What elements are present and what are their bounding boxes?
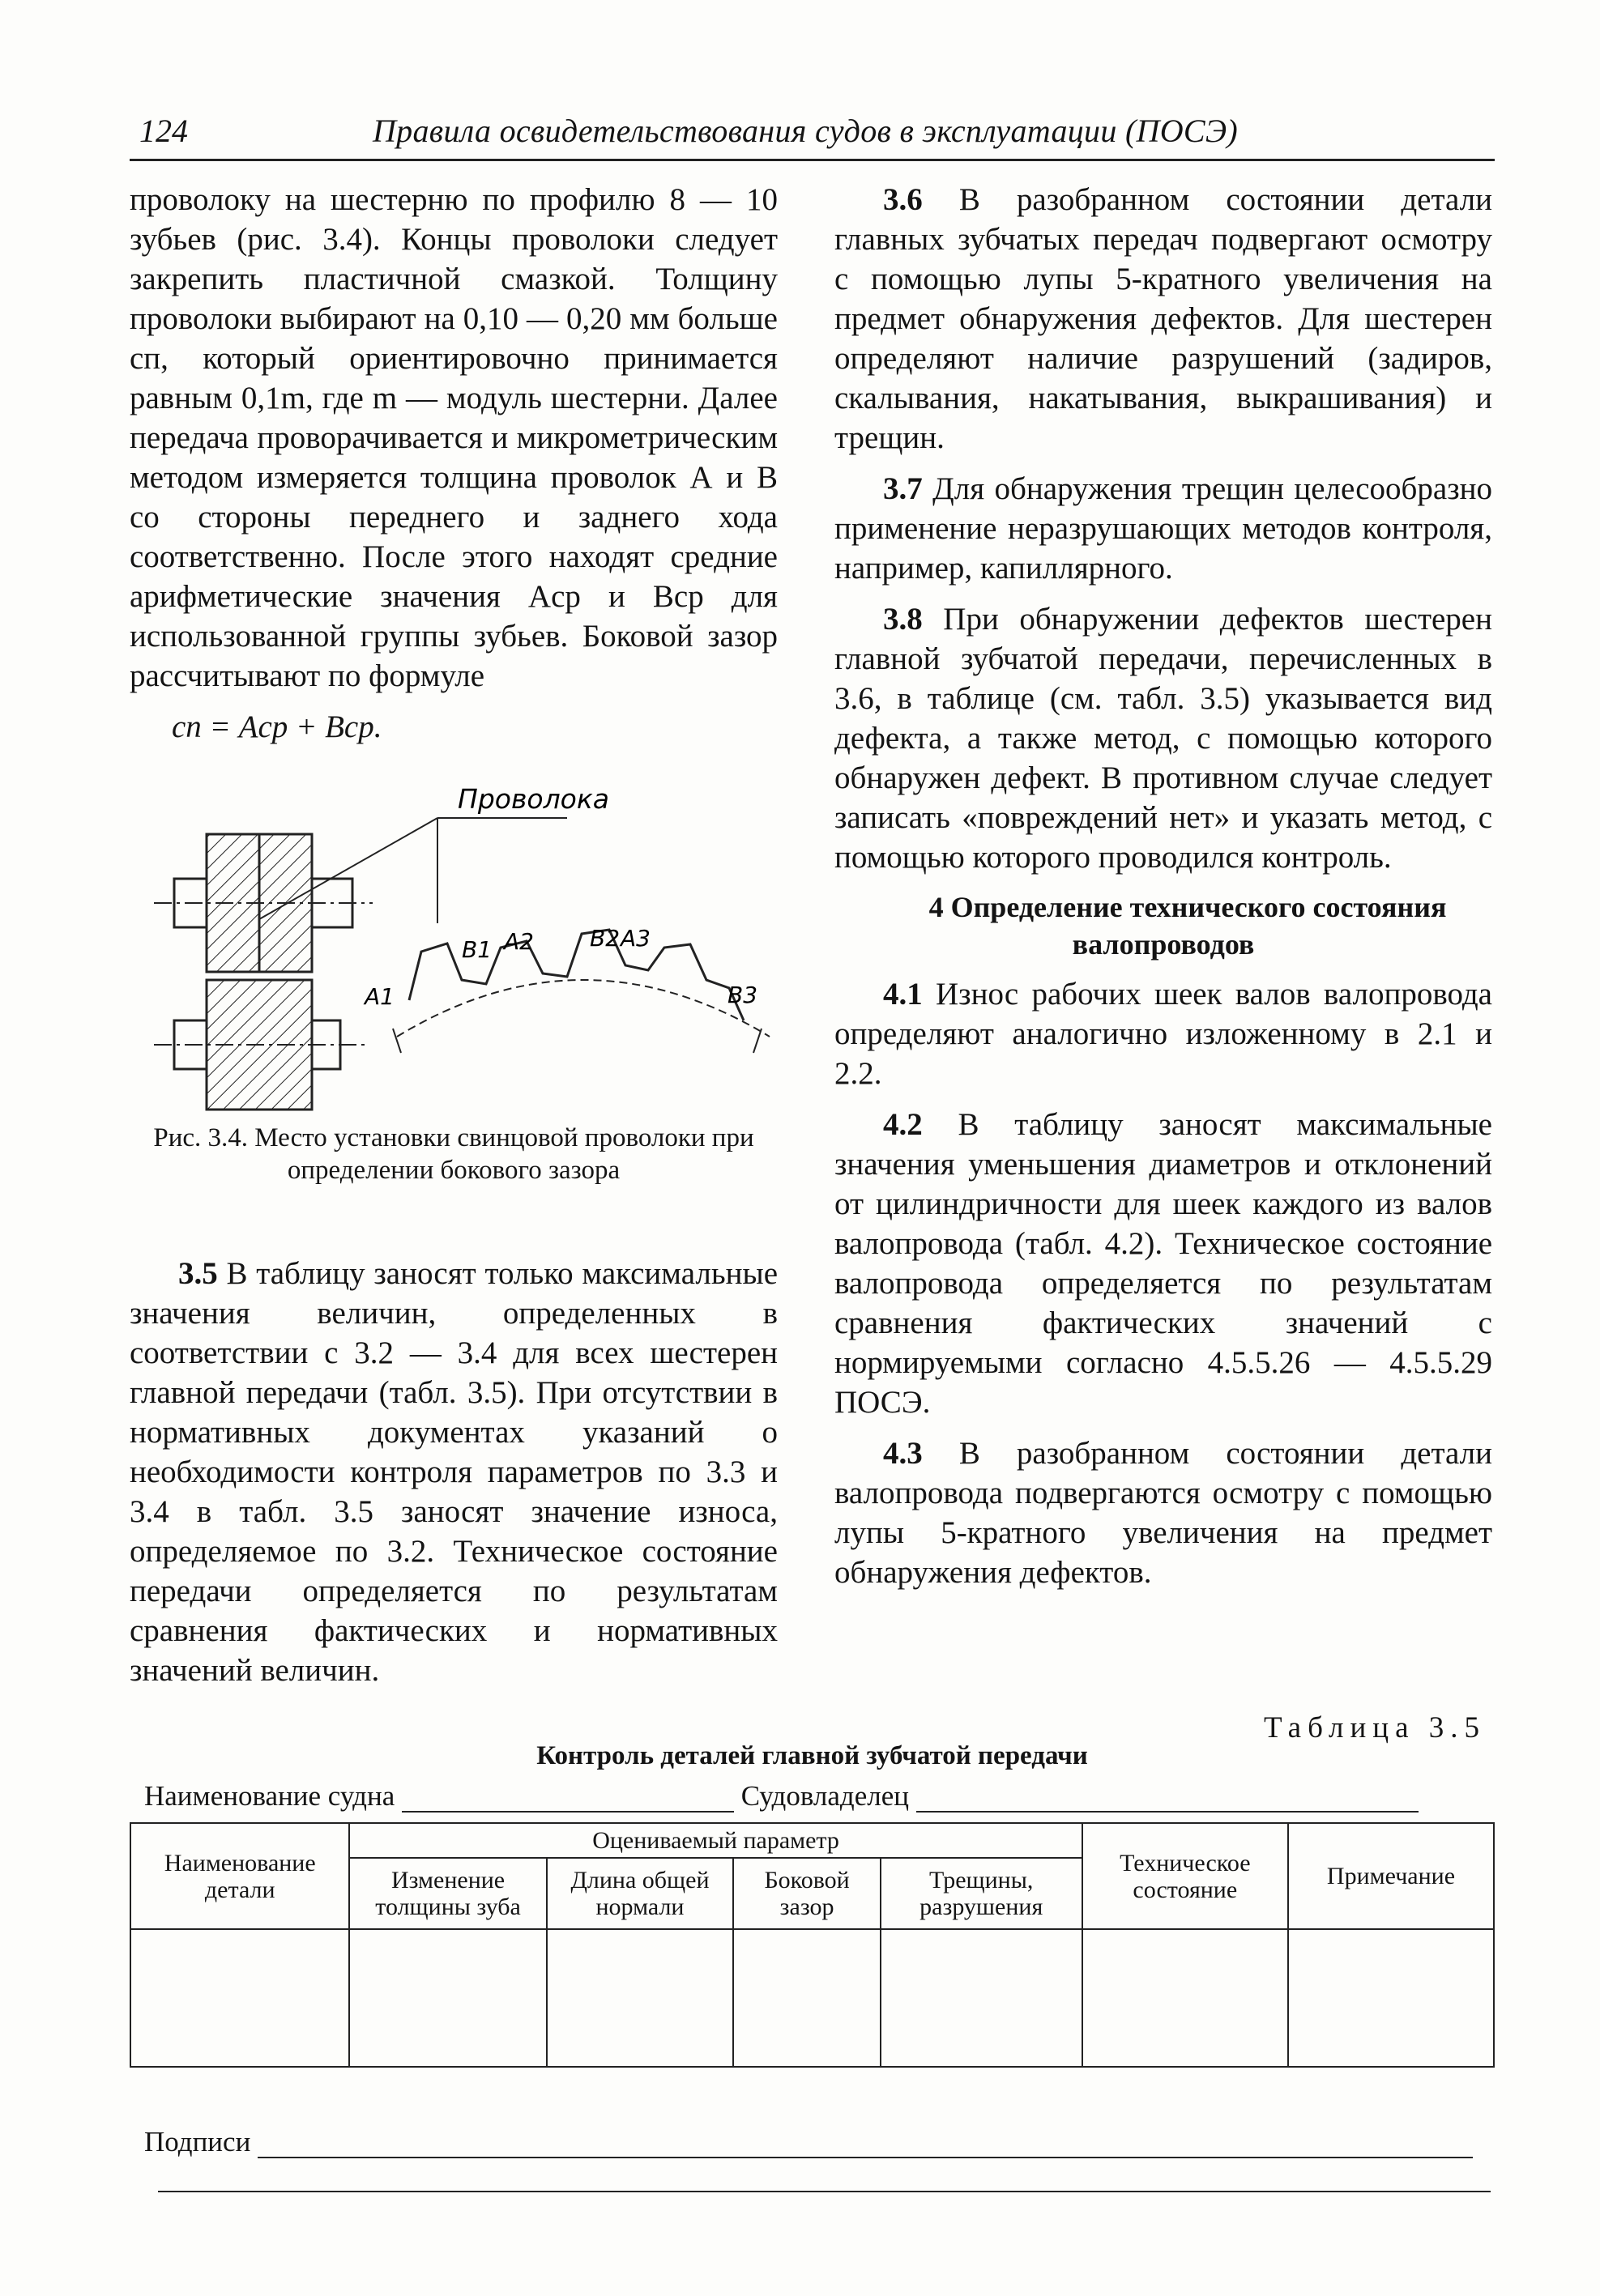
cell-tech-state[interactable] xyxy=(1082,1929,1288,2067)
paragraph-3-8 xyxy=(834,599,1492,877)
paragraph-text: Для обнаружения трещин целесообразно применение неразрушающих методов контроля, например, капиллярного. xyxy=(834,471,1492,586)
table-row xyxy=(130,1929,1494,2067)
paragraph-4-2 xyxy=(834,1105,1492,1422)
paragraph-text: В таблицу заносят максимальные значения уменьшения диаметров и отклонений от цилиндричности для шеек каждого из валов валопровода (табл. 4.2). Техническое состояние валопровода определяется по результатам сравнения фактических значений с нормируемыми согласно 4.5.5.26 — 4.5.5.29 ПОСЭ. xyxy=(834,1107,1492,1420)
page-header xyxy=(130,107,1495,161)
paragraph-text: Износ рабочих шеек валов валопровода определяют аналогично изложенному в 2.1 и 2.2. xyxy=(834,977,1492,1091)
wire-label: Проволока xyxy=(458,786,610,815)
header-note: Примечание xyxy=(1288,1823,1494,1929)
header-evaluated-param: Оцениваемый параметр xyxy=(349,1823,1082,1858)
owner-field[interactable] xyxy=(916,1782,1419,1813)
header-cracks: Трещины, разрушения xyxy=(881,1858,1082,1929)
section-4-title: 4 Определение технического состояния валопроводов xyxy=(928,891,1447,961)
paragraph-3-5 xyxy=(130,1254,778,1690)
figure-3-4 xyxy=(130,786,778,1134)
running-title: Правила освидетельствования судов в эксплуатации (ПОСЭ) xyxy=(373,113,1239,149)
paragraph-number: 4.2 xyxy=(883,1107,923,1142)
table-title: Контроль деталей главной зубчатой передачи xyxy=(536,1741,1088,1770)
label-b2: B2 xyxy=(590,925,621,952)
paragraph-3-6 xyxy=(834,180,1492,458)
paragraph-number: 3.6 xyxy=(883,182,923,217)
header-common-normal: Длина общей нормали xyxy=(547,1858,734,1929)
left-column xyxy=(130,180,778,747)
signatures-extra-line xyxy=(158,2191,1491,2192)
paragraph-number: 3.8 xyxy=(883,602,923,637)
paragraph-number: 4.3 xyxy=(883,1436,923,1471)
paragraph-4-3 xyxy=(834,1433,1492,1592)
paragraph-number: 3.7 xyxy=(883,471,923,506)
vessel-name-field[interactable] xyxy=(402,1782,734,1813)
gear-wire-diagram xyxy=(130,786,778,1134)
left-column-bottom xyxy=(130,1254,778,1702)
tooth-profile xyxy=(409,930,744,1020)
table-label: Таблица 3.5 xyxy=(1264,1711,1486,1744)
paragraph-number: 4.1 xyxy=(883,977,923,1012)
signatures-line xyxy=(144,2126,1473,2158)
page-number: 124 xyxy=(139,113,188,149)
paragraph-text: В разобранном состоянии детали главных зубчатых передач подвергают осмотру с помощью лупы 5-кратного увеличения на предмет обнаружения дефектов. Для шестерен определяют наличие разрушений (задиров, скалывания, накатывания, выкрашивания) и трещин. xyxy=(834,182,1492,455)
label-b3: B3 xyxy=(727,982,758,1008)
cell-note[interactable] xyxy=(1288,1929,1494,2067)
backlash-formula: cп = Aср + Bср. xyxy=(172,709,382,744)
paragraph-continuation: проволоку на шестерню по профилю 8 — 10 зубьев (рис. 3.4). Концы проволоки следует закрепить пластичной смазкой. Толщину проволоки выбирают на 0,10 — 0,20 мм больше cп, который ориентировочно принимается равным 0,1m, где m — модуль шестерни. Далее передача проворачивается и микрометрическим методом измеряется толщина проволок А и В со стороны переднего и заднего хода соответственно. После этого находят средние арифметические значения Aср и Bср для использованной группы зубьев. Боковой зазор рассчитывают по формуле xyxy=(130,182,778,693)
label-b1: B1 xyxy=(462,936,493,963)
paragraph-3-7 xyxy=(834,469,1492,588)
label-a2: A2 xyxy=(504,928,534,955)
cell-backlash[interactable] xyxy=(733,1929,880,2067)
owner-label: Судовладелец xyxy=(740,1780,909,1812)
paragraph-text: При обнаружении дефектов шестерен главной зубчатой передачи, перечисленных в 3.6, в таблице (см. табл. 3.5) указывается вид дефекта, а также метод, с помощью которого обнаружен дефект. В противном случае следует записать «повреждений нет» и указать метод, с помощью которого проводился контроль. xyxy=(834,602,1492,875)
label-a3: A3 xyxy=(621,925,651,952)
vessel-name-label: Наименование судна xyxy=(144,1780,395,1812)
cell-cracks[interactable] xyxy=(881,1929,1082,2067)
cell-tooth-thickness[interactable] xyxy=(349,1929,546,2067)
signatures-field[interactable] xyxy=(258,2128,1473,2158)
vessel-name-line xyxy=(144,1780,1419,1813)
header-part-name: Наименование детали xyxy=(130,1823,349,1929)
cell-common-normal[interactable] xyxy=(547,1929,734,2067)
right-column xyxy=(834,180,1492,1604)
paragraph-number: 3.5 xyxy=(178,1256,218,1291)
label-a1: A1 xyxy=(365,983,395,1010)
table-3-5 xyxy=(130,1822,1495,2068)
header-tech-state: Техническое состояние xyxy=(1082,1823,1288,1929)
signatures-label: Подписи xyxy=(144,2126,251,2158)
cell-part-name[interactable] xyxy=(130,1929,349,2067)
paragraph-4-1 xyxy=(834,974,1492,1093)
header-backlash: Боковой зазор xyxy=(733,1858,880,1929)
header-tooth-thickness: Изменение толщины зуба xyxy=(349,1858,546,1929)
figure-caption: Рис. 3.4. Место установки свинцовой проволоки при определении бокового зазора xyxy=(153,1123,754,1185)
paragraph-text: В разобранном состоянии детали валопровода подвергаются осмотру с помощью лупы 5-кратного увеличения на предмет обнаружения дефектов. xyxy=(834,1436,1492,1590)
paragraph-text: В таблицу заносят только максимальные значения величин, определенных в соответствии с 3.2 — 3.4 для всех шестерен главной передачи (табл. 3.5). При отсутствии в нормативных документах указаний о необходимости контроля параметров по 3.3 и 3.4 в табл. 3.5 заносят значение износа, определяемое по 3.2. Техническое состояние передачи определяется по результатам сравнения фактических и нормативных значений величин. xyxy=(130,1256,778,1688)
